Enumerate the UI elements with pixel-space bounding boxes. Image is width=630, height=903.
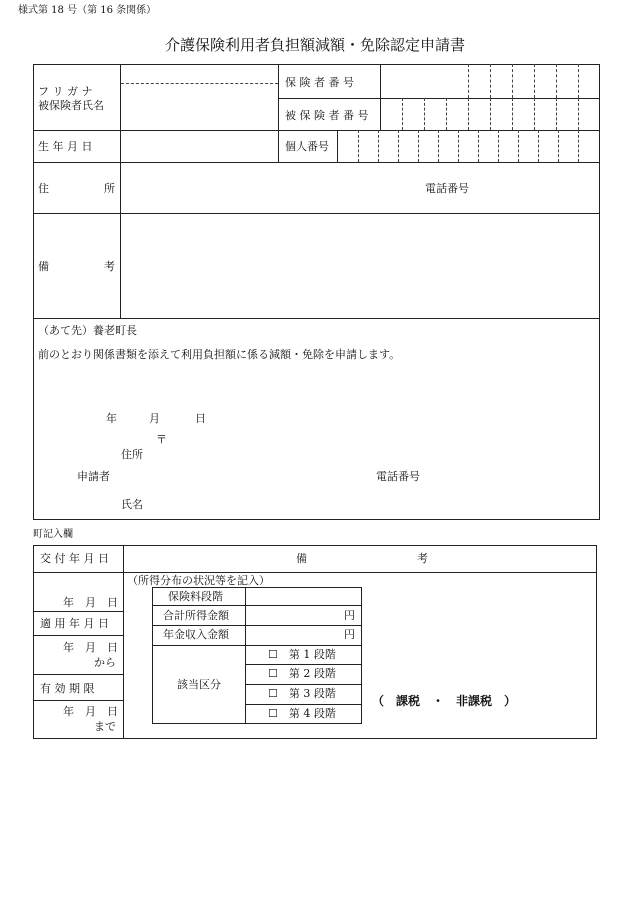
form-number: 様式第 18 号（第 16 条関係） — [18, 5, 157, 16]
remarks-header: 備 — [296, 552, 307, 565]
insured-name-label: 被保険者氏名 — [38, 99, 104, 112]
pension-income-yen: 円 — [344, 628, 355, 641]
birth-date-label: 生 年 月 日 — [38, 140, 93, 153]
issue-date-label: 交 付 年 月 日 — [40, 552, 109, 565]
remarks-label-2: 考 — [104, 260, 115, 273]
personal-number-label: 個人番号 — [285, 140, 329, 153]
phone-label: 電話番号 — [425, 182, 469, 195]
tax-status[interactable]: （ 課税 ・ 非課税 ） — [372, 694, 517, 708]
applied-date-ymd: 年 月 日 — [63, 641, 118, 654]
valid-until-ymd: 年 月 日 — [63, 705, 118, 718]
pension-income-label: 年金収入金額 — [163, 628, 229, 641]
date-day: 日 — [195, 412, 206, 425]
until-label: まで — [94, 720, 116, 733]
address-label: 住 — [38, 182, 49, 195]
total-income-yen: 円 — [344, 609, 355, 622]
insured-number-label: 被 保 険 者 番 号 — [285, 109, 369, 122]
postal-mark: 〒 — [156, 433, 167, 446]
applicant-phone-label: 電話番号 — [376, 470, 420, 483]
applicant-address-label: 住所 — [121, 448, 143, 461]
premium-stage-label: 保険料段階 — [168, 590, 223, 603]
date-month: 月 — [149, 412, 160, 425]
page-title: 介護保険利用者負担額減額・免除認定申請書 — [164, 36, 465, 54]
town-section-heading: 町記入欄 — [33, 529, 73, 540]
stage-2-checkbox[interactable]: ☐ 第 2 段階 — [268, 667, 336, 680]
valid-period-label: 有 効 期 限 — [40, 682, 95, 695]
addressee: （あて先）養老町長 — [38, 324, 137, 337]
date-year: 年 — [106, 412, 117, 425]
from-label: から — [94, 656, 116, 669]
remarks-header-2: 考 — [417, 552, 428, 565]
stage-1-checkbox[interactable]: ☐ 第 1 段階 — [268, 648, 336, 661]
stage-3-checkbox[interactable]: ☐ 第 3 段階 — [268, 687, 336, 700]
income-note: （所得分布の状況等を記入） — [127, 574, 270, 587]
insurer-number-label: 保 険 者 番 号 — [285, 76, 354, 89]
stage-4-checkbox[interactable]: ☐ 第 4 段階 — [268, 707, 336, 720]
total-income-label: 合計所得金額 — [163, 609, 229, 622]
address-label-2: 所 — [104, 182, 115, 195]
category-label: 該当区分 — [177, 678, 221, 691]
applied-date-label: 適 用 年 月 日 — [40, 617, 109, 630]
insured-name-input[interactable] — [122, 86, 276, 128]
applicant-name-label: 氏名 — [121, 498, 143, 511]
furigana-label: フ リ ガ ナ — [38, 85, 93, 98]
applicant-label: 申請者 — [77, 470, 110, 483]
application-statement: 前のとおり関係書類を添えて利用負担額に係る減額・免除を申請します。 — [38, 348, 401, 361]
remarks-label: 備 — [38, 260, 49, 273]
issue-date-ymd: 年 月 日 — [63, 596, 118, 609]
